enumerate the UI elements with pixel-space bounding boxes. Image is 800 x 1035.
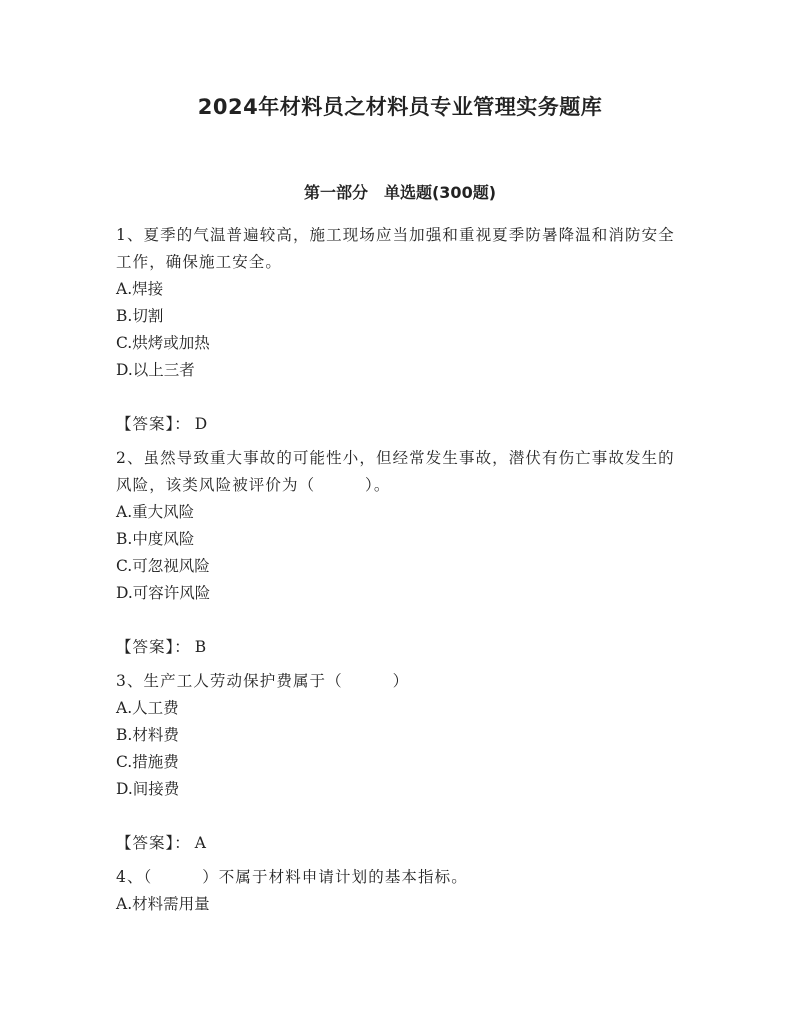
option-a: A.人工费 (116, 699, 179, 717)
section-heading (0, 180, 800, 206)
option-a: A.焊接 (116, 280, 164, 298)
answer-label: 【答案】： (116, 415, 191, 433)
option-list (116, 276, 686, 384)
question-stem: 1、夏季的气温普遍较高，施工现场应当加强和重视夏季防暑降温和消防安全工作，确保施工安全。 (116, 226, 675, 271)
option-b: B.材料费 (116, 726, 179, 744)
option-c: C.烘烤或加热 (116, 334, 210, 352)
question-1 (116, 222, 686, 438)
option-a: A.材料需用量 (116, 895, 210, 913)
option-list (116, 891, 686, 918)
option-list (116, 695, 686, 803)
question-list (116, 222, 686, 918)
answer-line (116, 634, 686, 661)
question-stem: 4、（ ）不属于材料申请计划的基本指标。 (116, 868, 468, 886)
question-2 (116, 445, 686, 661)
question-4 (116, 864, 686, 918)
option-b: B.中度风险 (116, 530, 195, 548)
question-stem: 3、生产工人劳动保护费属于（ ） (116, 672, 410, 690)
option-c: C.措施费 (116, 753, 179, 771)
document-title: 2024年材料员之材料员专业管理实务题库 (197, 95, 603, 119)
question-3 (116, 668, 686, 857)
question-stem: 2、虽然导致重大事故的可能性小，但经常发生事故，潜伏有伤亡事故发生的风险，该类风险被评价为（ ）。 (116, 449, 675, 494)
answer-line (116, 830, 686, 857)
answer-label: 【答案】： (116, 638, 191, 656)
option-b: B.切割 (116, 307, 164, 325)
section-part: 第一部分 (303, 183, 368, 202)
section-name: 单选题(300题) (383, 183, 497, 202)
option-d: D.可容许风险 (116, 584, 211, 602)
answer-line (116, 411, 686, 438)
option-c: C.可忽视风险 (116, 557, 210, 575)
answer-value: A (194, 834, 207, 852)
answer-value: B (194, 638, 208, 656)
answer-label: 【答案】： (116, 834, 191, 852)
answer-value: D (194, 415, 209, 433)
option-a: A.重大风险 (116, 503, 195, 521)
option-d: D.间接费 (116, 780, 180, 798)
option-d: D.以上三者 (116, 361, 195, 379)
option-list (116, 499, 686, 607)
